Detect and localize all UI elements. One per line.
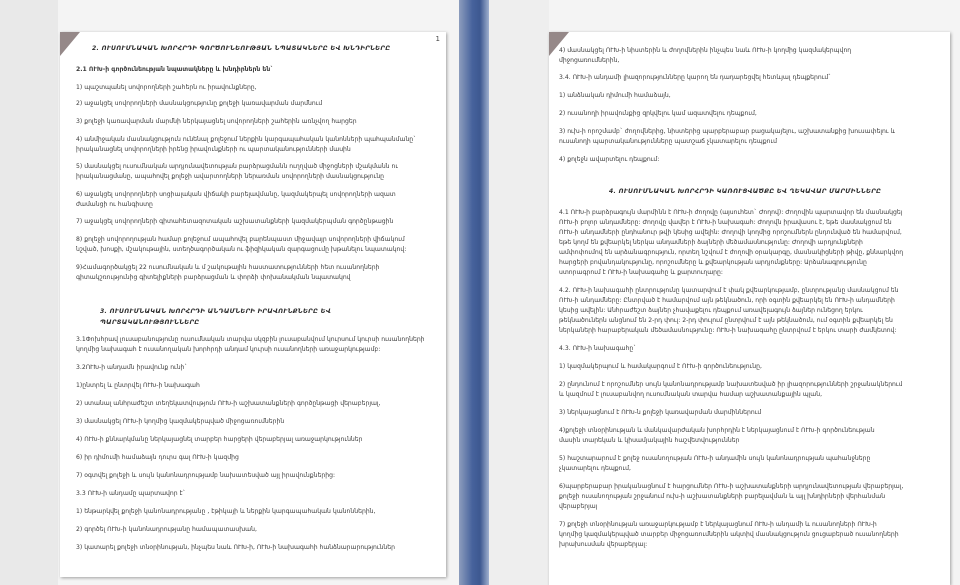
text-line: 7) աջակցել սովորողների գիտահետազոտական աշխատանքների կազմակերպման գործընթացին [76, 218, 394, 225]
text-line: 2) գործել ՈՒԽ-ի կանոնադրությանը համապատասխան, [76, 526, 257, 533]
text-line: 4.1 ՈՒԽ-ի բարձրագույն մարմինն է ՈՒԽ-ի ժողովը (այսուհետ` Ժողով): Ժողովին պարտավոր են մասնակցել [559, 209, 903, 216]
text-line: 6) աջակցել սովորողների սոցիալական վիճակի բարելավմանը, կազմակերպել սովորողների ազատ [76, 191, 396, 198]
text-line: խրախուսման վերաբերյալ: [559, 541, 648, 548]
text-line: վերաբերյալ [559, 503, 598, 510]
text-line: ՈՒԽ-ի բոլոր անդամները: Ժողովը վավեր է ՈՒԽ-ի նախագահ: Ժողովն իրավասու է, եթե մասնակցում են [559, 219, 892, 226]
text-line: 3) քոլեջի կառավարման մարմնի ներկայացնել սովորողների շահերին առնչվող հարցեր [76, 118, 357, 125]
section-heading: ՊԱՐՏԱԿԱՆՈՒԹՅՈՒՆՆԵՐԸ [100, 319, 200, 326]
text-line: 2) ընդունում է որոշումներ սույն կանոնադրությամբ նախատեսված իր լիազորությունների շրջանակներում [559, 381, 903, 388]
text-line: 3.3 ՈՒԽ-ի անդամը պարտավոր է` [76, 490, 186, 497]
text-line: 6)պարբերաբար իրականացնում է հարցումներ ՈՒԽ-ի աշխատանքների արդյունավետության վերաբերյալ, [559, 483, 904, 490]
text-line: ուսանողի պարտականությունները պատշաճ չկատարելու դեպքում [559, 138, 777, 145]
text-line: 4) ՈՒԽ-ի քննարկմանը ներկայացնել տարբեր հարցերի վերաբերյալ առաջարկություններ [76, 436, 363, 443]
text-line: 2) ստանալ անհրաժեշտ տեղեկատվություն ՈՒԽ-ի աշխատանքների գործընթացի վերաբերյալ, [76, 400, 381, 407]
text-line: 1) ենթարկվել քոլեջի կանոնադրությանը , էթիկայի և ներքին կարգապահական կանոններին, [76, 508, 376, 515]
page-corner-mark [60, 32, 80, 56]
text-line: քոլեջի ուսանողության շրջանում ուխ-ի աշխատանքների բարելավման և այլ խնդիրների վերհանման [559, 493, 886, 500]
section-heading: 3. ՈՒՍՈՒՄՆԱԿԱՆ ԽՈՐՀՐԴԻ ԱՆԴԱՄՆԵՐԻ ԻՐԱՎՈՒՆՔՆԵՐԸ ԵՎ [100, 308, 331, 315]
text-line: մասին տարեկան և կիսամյակային հաշվետվություններ [559, 437, 740, 444]
text-line: ՈՒԽ-ի անդամները: Ընտրված է համարվում այն թեկնածուն, որի օգտին քվեարկել են ՈՒԽ-ի անդամների [559, 297, 895, 304]
window-divider[interactable] [459, 0, 489, 585]
text-line: կողմից նախագահ է ուսանողական խորհրդի անդամ կուրսի ուսանողների առաջարկությամբ: [76, 346, 381, 353]
text-line: եթե կողմ են քվեարկել ներկա անդամների ձայների մեծամասնությունը: Ժողովի արդյունքների [559, 239, 863, 246]
text-line: հարցերի բովանդակությունը, որոշումները և քվեարկության արդյունքները: Արձանագրությունը [559, 259, 867, 266]
text-line: կեսից ավելին: Անհրաժեշտ ձայներ չհավաքելու դեպքում առավելագույն ձայներ ունեցող երկու [559, 307, 863, 314]
text-line: ներկաների հարաբերական մեծամասնությունը: ՈՒԽ-ի նախագահը ընտրվում է երկու տարի ժամկետով: [559, 327, 897, 334]
text-line: 3) մասնակցել ՈՒԽ-ի կողմից կազմակերպված միջոցառումներին [76, 418, 285, 425]
text-line: գիտակշռությունից գիտելիքների բարձրացման և փորձի փոխանակման նպատակով [76, 274, 351, 281]
text-line: իրականացմանը, ապահովել քոլեջի ավարտողների ներառման սովորողների մասնակցությունը [76, 173, 385, 180]
text-line: 5) մասնակցել ուսումնական արդյունավետության բարձրացմանն ուղղված միջոցների մշակմանն ու [76, 163, 398, 170]
text-line: 1) կազմակերպում և համակարգում է ՈՒԽ-ի գործունեությունը, [559, 363, 762, 370]
document-page-left [60, 32, 446, 577]
section-heading: 2. ՈՒՍՈՒՄՆԱԿԱՆ ԽՈՐՀՐԴԻ ԳՈՐԾՈՒՆԵՈՒԹՅԱՆ ՆՊԱՏԱԿՆԵՐԸ ԵՎ ԽՆԴԻՐՆԵՐԸ [92, 45, 391, 52]
text-line: 7) օգտվել քոլեջի և սույն կանոնադրությամբ նախատեսված այլ իրավունքներից: [76, 472, 336, 479]
text-line: թեկնածուներն անցնում են 2-րդ փուլ: 2-րդ փուլում ընտրվում է այն թեկնածուն, ում օգտին քվեարկել են [559, 317, 893, 324]
document-page-right [549, 32, 950, 585]
text-line: 4.3. ՈՒԽ-ի նախագահը` [559, 345, 637, 352]
text-line: 3.1Փոխհրավ լուսաբանությունը ուսումնական տարվա սկզբին լուսաբանվում կուրսում կուրսի ուսանողների [76, 336, 425, 343]
text-line: իրականացնել սովորողների իրենց իրավունքների ու պարտականությունների մասին [76, 146, 351, 153]
text-line: 2) աջակցել սովորողների մասնակցությունը քոլեջի կառավարման մարմնում [76, 100, 323, 107]
text-line: 3) կատարել քոլեջի տնօրինության, ինչպես նաև ՈՒԽ-ի, ՈՒԽ-ի նախագահի հանձնարարություններ [76, 544, 395, 551]
text-line: չկատարելու դեպքում, [559, 465, 631, 472]
text-line: և կազմում է լուսաբանվող ուսումնական տարվա համար աշխատանքային պլան, [559, 391, 823, 398]
text-line: 2.1 ՈՒԽ-ի գործունեության նպատակները և խնդիրներն են` [76, 66, 274, 73]
text-line: 1) պաշտպանել սովորողների շահերն ու իրավունքները, [76, 84, 257, 91]
text-line: 3.4. ՈՒԽ-ի անդամի լիազորությունները կարող են դադարեցվել հետևյալ դեպքերում` [559, 74, 832, 81]
text-line: 4)քոլեջի տնօրինության և մանկավարժական խորհրդին է ներկայացնում է ՈՒԽ-ի գործունեության [559, 427, 875, 434]
text-line: 6) իր դիմումի համաձայն դուրս գալ ՈՒԽ-ի կազմից [76, 454, 239, 461]
text-line: 1)ընտրել և ընտրվել ՈՒԽ-ի նախագահ [76, 382, 200, 389]
viewer-background-right [489, 0, 549, 585]
text-line: 3) ներկայացնում է ՈՒԽ-ն քոլեջի կառավարման մարմիններում [559, 409, 762, 416]
text-line: 1) անձնական դիմումի համաձայն, [559, 92, 671, 99]
text-line: 3.2ՈՒԽ-ի անդամն իրավունք ունի` [76, 364, 188, 371]
text-line: 4) անմիջական մասնակցություն ունենալ քոլեջում ներքին կարգապահական կանոնների պահպանմանը` [76, 136, 417, 143]
text-line: ՈՒԽ-ի անդամների ընդհանուր թվի կեսից ավելին: Ժողովի կողմից որոշումներն ընդունված են համարվում, [559, 229, 902, 236]
text-line: 4.2. ՈՒԽ-ի նախագահի ընտրությունը կատարվում է փակ քվեարկությամբ, ընտրությանը մասնակցում են [559, 287, 899, 294]
text-line: 9)Համագործակցել 22 ուսումնական և մ շակութային հաստատությունների հետ ուսանողների [76, 264, 380, 271]
text-line: 4) քոլեջն ավարտելու դեպքում: [559, 156, 660, 163]
viewer-background-left [0, 0, 58, 585]
text-line: նշված, խոսքի, մշակութային, ստեղծագործական ու ֆիզիկական զարգացումը խթանելու նպատակով: [76, 246, 407, 253]
page-number: 1 [435, 35, 440, 43]
text-line: 7) քոլեջի տնօրինության առաջարկությամբ է ներկայացնում ՈՒԽ-ի անդամի և ուսանողների ՈՒԽ-ի [559, 521, 877, 528]
text-line: 3) ուխ-ի որոշմամբ` ժողովներից, նիստերից պարբերաբար բացակայելու, աշխատանքից խուսափելու և [559, 128, 896, 135]
text-line: 8) քոլեջի սովորողության համար քոլեջում ապահովել բարենպաստ միջավայր սովորողների վիճակում [76, 236, 405, 243]
text-line: ստորագրում է ՈՒԽ-ի նախագահը և քարտուղարը: [559, 269, 723, 276]
section-heading: 4. ՈՒՍՈՒՄՆԱԿԱՆ ԽՈՐՀՐԴԻ ԿԱՌՈՒՑՎԱԾՔԸ ԵՎ ՂԵԿԱՎԱՐ ՄԱՐՄԻՆՆԵՐԸ [609, 188, 882, 195]
text-line: 2) ուսանողի իրավունքից զրկվելու կամ ազատվելու դեպքում, [559, 110, 757, 117]
text-line: 4) մասնակցել ՈՒԽ-ի նիստերին և ժողովներին ինչպես նաև ՈՒԽ-ի կողմից կազմակերպվող [559, 47, 852, 54]
text-line: 5) հաշտարարում է քոլեջ ուսանողության ՈՒԽ-ի անդամին սույն կանոնադրության պահանջները [559, 455, 871, 462]
text-line: կողմից կազմակերպված տարբեր միջոցառումներին ակտիվ մասնակցություն ցուցաբերած ուսանողների [559, 531, 899, 538]
text-line: ամփոփումով են արձանագրություն, որտեղ նշվում է ժողովի օրակարգը, մասնակիցների թիվը, քննարկվող [559, 249, 904, 256]
text-line: ժամանցի ու հանգիստը [76, 201, 153, 208]
text-line: միջոցառումներին, [559, 57, 620, 64]
